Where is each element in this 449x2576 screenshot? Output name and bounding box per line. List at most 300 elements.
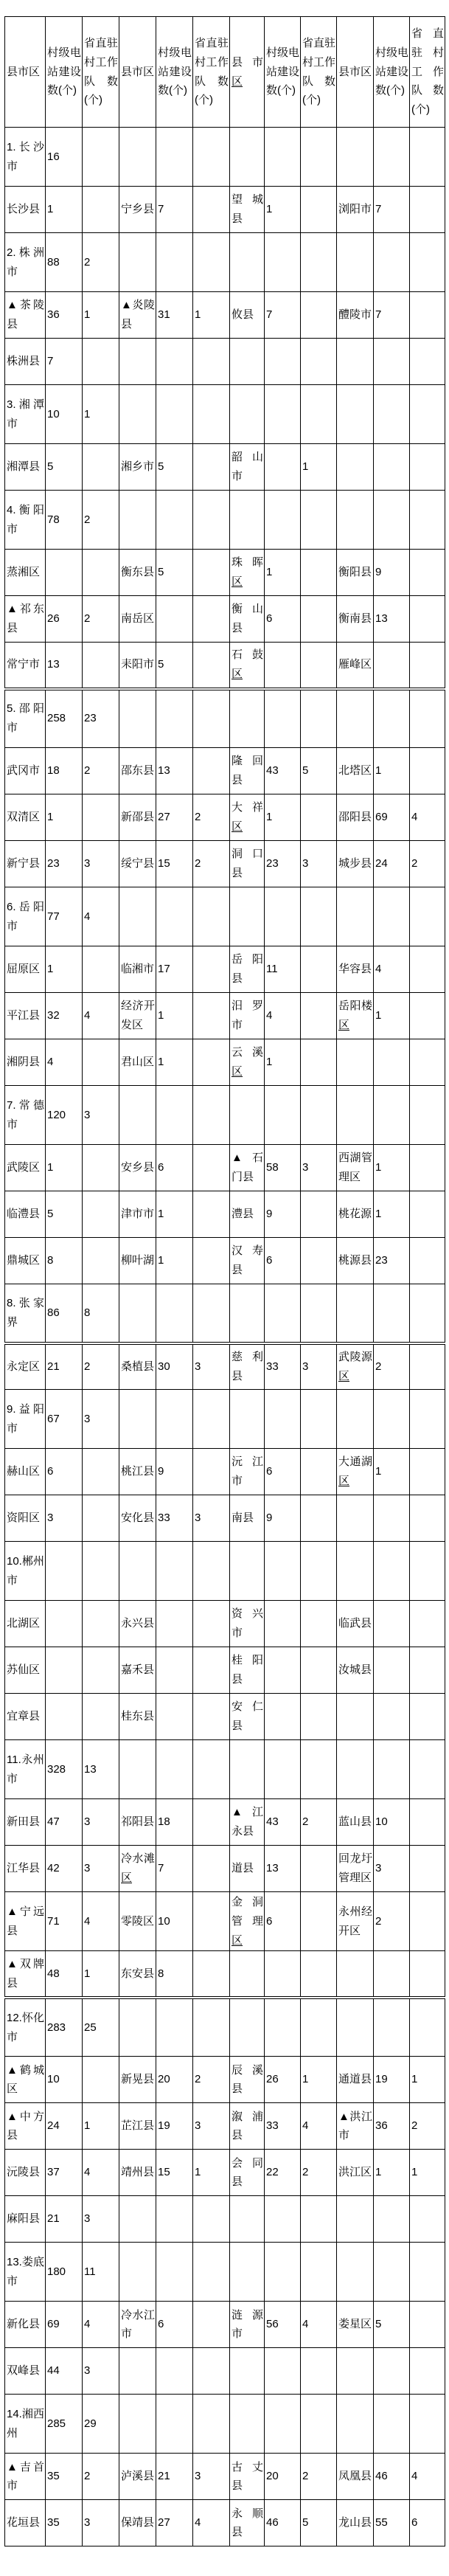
region-name-cell: 嘉禾县	[119, 1647, 156, 1694]
value-cell: 2	[83, 596, 119, 643]
value-cell	[265, 1998, 301, 2057]
value-cell	[410, 233, 445, 292]
cell-text: 金洞管理	[232, 1896, 263, 1928]
region-name-cell: 冷水江市	[119, 2302, 156, 2348]
region-name-cell: 南县	[230, 1495, 265, 1542]
city-summary-row	[5, 128, 445, 187]
county-row	[5, 2348, 445, 2395]
value-cell	[83, 339, 119, 385]
value-cell	[301, 1647, 337, 1694]
region-name-cell: 君山区	[119, 1039, 156, 1086]
value-cell	[265, 128, 301, 187]
region-name-cell: 9.益阳市	[5, 1390, 46, 1449]
value-cell: 2	[301, 2150, 337, 2196]
county-row	[5, 596, 445, 643]
value-cell	[410, 1390, 445, 1449]
region-name-cell: 永定区	[5, 1343, 46, 1390]
value-cell	[265, 1694, 301, 1740]
value-cell	[301, 2395, 337, 2454]
value-cell	[193, 1086, 230, 1145]
region-name-cell	[337, 2348, 374, 2395]
region-name-cell: 花垣县	[5, 2500, 46, 2546]
region-name-cell	[337, 491, 374, 550]
county-row	[5, 1601, 445, 1647]
value-cell: 88	[46, 233, 83, 292]
value-cell: 2	[83, 233, 119, 292]
value-cell: 3	[46, 1495, 83, 1542]
value-cell	[301, 689, 337, 748]
value-cell	[410, 1284, 445, 1343]
value-cell	[374, 1390, 410, 1449]
value-cell	[410, 946, 445, 993]
value-cell	[156, 1998, 193, 2057]
value-cell	[193, 946, 230, 993]
value-cell	[374, 1601, 410, 1647]
value-cell	[410, 2395, 445, 2454]
value-cell: 3	[301, 1343, 337, 1390]
value-cell: 1	[265, 794, 301, 841]
value-cell: 7	[46, 339, 83, 385]
value-cell	[46, 1601, 83, 1647]
header-cell	[230, 17, 265, 128]
value-cell: 4	[83, 1892, 119, 1951]
value-cell: 3	[83, 841, 119, 887]
region-name-cell	[337, 2243, 374, 2302]
value-cell: 4	[83, 2150, 119, 2196]
value-cell	[410, 993, 445, 1039]
region-name-cell	[337, 385, 374, 444]
cell-text: 云溪	[232, 1046, 263, 1059]
region-name-cell: 14.湘西州	[5, 2395, 46, 2454]
value-cell	[193, 596, 230, 643]
value-cell	[410, 491, 445, 550]
value-cell: 43	[265, 748, 301, 794]
value-cell	[156, 1086, 193, 1145]
header-cell: 省直驻村工作队数(个)	[83, 17, 119, 128]
county-row	[5, 2196, 445, 2243]
value-cell	[301, 1449, 337, 1495]
region-name-cell	[230, 128, 265, 187]
city-summary-row	[5, 1740, 445, 1799]
region-name-cell: 娄星区	[337, 2302, 374, 2348]
underlined-suffix: 区	[232, 575, 243, 588]
value-cell: 36	[374, 2103, 410, 2150]
region-name-cell	[337, 2196, 374, 2243]
region-name-cell: 苏仙区	[5, 1647, 46, 1694]
value-cell: 1	[193, 292, 230, 339]
region-name-cell: 临澧县	[5, 1191, 46, 1238]
value-cell	[265, 339, 301, 385]
region-name-cell: 麻阳县	[5, 2196, 46, 2243]
value-cell	[374, 2196, 410, 2243]
value-cell	[156, 339, 193, 385]
value-cell: 5	[156, 444, 193, 491]
value-cell: 6	[265, 1238, 301, 1284]
value-cell	[301, 1601, 337, 1647]
value-cell	[193, 1390, 230, 1449]
region-name-cell: 湘潭县	[5, 444, 46, 491]
value-cell	[301, 993, 337, 1039]
region-name-cell	[337, 1449, 374, 1495]
value-cell	[83, 1694, 119, 1740]
underlined-suffix: 区	[232, 820, 243, 833]
value-cell	[193, 887, 230, 946]
value-cell	[374, 233, 410, 292]
value-cell	[265, 689, 301, 748]
value-cell: 9	[265, 1495, 301, 1542]
region-name-cell: 道县	[230, 1846, 265, 1892]
value-cell	[374, 385, 410, 444]
value-cell: 3	[83, 2196, 119, 2243]
value-cell	[156, 2243, 193, 2302]
value-cell	[193, 1951, 230, 1998]
value-cell	[301, 339, 337, 385]
value-cell: 4	[83, 993, 119, 1039]
cell-text: 大祥	[232, 801, 263, 814]
value-cell: 33	[265, 2103, 301, 2150]
value-cell	[83, 1039, 119, 1086]
region-name-cell	[119, 689, 156, 748]
region-name-cell	[337, 1495, 374, 1542]
region-name-cell	[337, 339, 374, 385]
city-summary-row	[5, 233, 445, 292]
value-cell: 6	[46, 1449, 83, 1495]
header-cell: 村级电站建设数(个)	[46, 17, 83, 128]
region-name-cell: ▲江永县	[230, 1799, 265, 1846]
region-name-cell: 12.怀化市	[5, 1998, 46, 2057]
region-name-cell: 新宁县	[5, 841, 46, 887]
value-cell: 328	[46, 1740, 83, 1799]
value-cell: 6	[265, 596, 301, 643]
value-cell	[156, 689, 193, 748]
cell-text: 岳阳楼	[338, 1000, 372, 1013]
value-cell	[83, 1145, 119, 1191]
value-cell: 9	[265, 1191, 301, 1238]
value-cell	[193, 1191, 230, 1238]
region-name-cell: 涟源市	[230, 2302, 265, 2348]
value-cell	[83, 1238, 119, 1284]
value-cell	[156, 1601, 193, 1647]
value-cell: 6	[265, 1449, 301, 1495]
county-row	[5, 2057, 445, 2103]
value-cell: 13	[156, 748, 193, 794]
cell-text: 石鼓	[232, 648, 263, 662]
value-cell	[83, 1601, 119, 1647]
value-cell: 5	[156, 550, 193, 596]
value-cell	[156, 1542, 193, 1601]
region-name-cell: 西湖管理区	[337, 1145, 374, 1191]
value-cell: 4	[301, 2302, 337, 2348]
value-cell: 1	[83, 385, 119, 444]
value-cell: 3	[83, 2500, 119, 2546]
value-cell	[156, 1284, 193, 1343]
value-cell	[301, 292, 337, 339]
region-name-cell	[119, 128, 156, 187]
value-cell	[301, 1846, 337, 1892]
value-cell: 10	[374, 1799, 410, 1846]
region-name-cell: 临武县	[337, 1601, 374, 1647]
county-row	[5, 1846, 445, 1892]
value-cell: 1	[265, 187, 301, 233]
value-cell: 283	[46, 1998, 83, 2057]
value-cell	[46, 550, 83, 596]
value-cell	[410, 1647, 445, 1694]
region-name-cell	[230, 2348, 265, 2395]
value-cell: 5	[301, 748, 337, 794]
city-summary-row	[5, 689, 445, 748]
value-cell	[410, 1951, 445, 1998]
value-cell	[301, 1191, 337, 1238]
value-cell	[410, 2196, 445, 2243]
value-cell	[193, 2302, 230, 2348]
region-name-cell: 津市市	[119, 1191, 156, 1238]
county-row	[5, 187, 445, 233]
region-name-cell: 隆回县	[230, 748, 265, 794]
value-cell	[374, 491, 410, 550]
value-cell	[301, 2243, 337, 2302]
region-name-cell	[230, 2243, 265, 2302]
value-cell	[156, 2348, 193, 2395]
region-name-cell	[230, 2395, 265, 2454]
region-name-cell: 赫山区	[5, 1449, 46, 1495]
value-cell: 5	[156, 643, 193, 689]
region-name-cell: 汉寿县	[230, 1238, 265, 1284]
region-name-cell	[119, 491, 156, 550]
region-name-cell	[230, 1892, 265, 1951]
region-name-cell: 临湘市	[119, 946, 156, 993]
region-name-cell	[119, 2196, 156, 2243]
county-row	[5, 1647, 445, 1694]
region-name-cell: 南岳区	[119, 596, 156, 643]
value-cell	[301, 128, 337, 187]
city-summary-row	[5, 887, 445, 946]
value-cell: 8	[46, 1238, 83, 1284]
underlined-suffix: 区	[232, 668, 243, 681]
value-cell: 26	[46, 596, 83, 643]
value-cell: 9	[156, 1449, 193, 1495]
value-cell	[374, 1740, 410, 1799]
region-name-cell: 安仁县	[230, 1694, 265, 1740]
region-name-cell: 常宁市	[5, 643, 46, 689]
county-row	[5, 1238, 445, 1284]
value-cell	[265, 2395, 301, 2454]
region-name-cell: 凤凰县	[337, 2454, 374, 2500]
value-cell: 24	[46, 2103, 83, 2150]
value-cell	[265, 491, 301, 550]
value-cell	[410, 385, 445, 444]
value-cell: 1	[156, 993, 193, 1039]
value-cell	[301, 1390, 337, 1449]
value-cell: 32	[46, 993, 83, 1039]
value-cell: 4	[301, 2103, 337, 2150]
value-cell	[156, 1694, 193, 1740]
value-cell	[301, 946, 337, 993]
value-cell	[46, 1542, 83, 1601]
value-cell: 258	[46, 689, 83, 748]
region-name-cell: 雁峰区	[337, 643, 374, 689]
value-cell: 36	[46, 292, 83, 339]
region-name-cell	[119, 2348, 156, 2395]
value-cell: 4	[410, 2454, 445, 2500]
region-name-cell: 北湖区	[5, 1601, 46, 1647]
value-cell: 2	[83, 2454, 119, 2500]
value-cell	[193, 993, 230, 1039]
value-cell	[410, 1740, 445, 1799]
region-name-cell: 慈利县	[230, 1343, 265, 1390]
county-row	[5, 1495, 445, 1542]
value-cell	[410, 887, 445, 946]
value-cell: 7	[156, 1846, 193, 1892]
region-name-cell: 岳阳县	[230, 946, 265, 993]
value-cell	[193, 1039, 230, 1086]
county-row	[5, 1343, 445, 1390]
value-cell	[156, 2395, 193, 2454]
region-name-cell: 溆浦县	[230, 2103, 265, 2150]
value-cell: 1	[410, 2057, 445, 2103]
value-cell	[374, 1284, 410, 1343]
value-cell	[410, 1238, 445, 1284]
header-cell: 县市区	[119, 17, 156, 128]
county-row	[5, 1892, 445, 1951]
region-name-cell: 蓝山县	[337, 1799, 374, 1846]
value-cell: 20	[265, 2454, 301, 2500]
value-cell: 71	[46, 1892, 83, 1951]
value-cell	[374, 2348, 410, 2395]
value-cell	[410, 1542, 445, 1601]
value-cell	[374, 1998, 410, 2057]
region-name-cell	[230, 550, 265, 596]
value-cell	[193, 233, 230, 292]
value-cell	[301, 550, 337, 596]
value-cell: 2	[193, 2057, 230, 2103]
value-cell	[265, 887, 301, 946]
header-cell: 省直驻村工作队数(个)	[193, 17, 230, 128]
region-name-cell: 资阳区	[5, 1495, 46, 1542]
value-cell: 10	[156, 1892, 193, 1951]
region-name-cell	[119, 1740, 156, 1799]
value-cell	[156, 128, 193, 187]
value-cell: 26	[265, 2057, 301, 2103]
value-cell	[301, 385, 337, 444]
value-cell: 3	[83, 2348, 119, 2395]
region-name-cell: 桂阳县	[230, 1647, 265, 1694]
cell-text: 县市	[232, 55, 263, 69]
value-cell	[193, 1694, 230, 1740]
value-cell: 3	[193, 2454, 230, 2500]
county-row	[5, 2150, 445, 2196]
value-cell	[193, 1647, 230, 1694]
value-cell	[301, 233, 337, 292]
value-cell: 6	[156, 1145, 193, 1191]
region-name-cell: 1.长沙市	[5, 128, 46, 187]
county-row	[5, 1694, 445, 1740]
region-name-cell: 沅陵县	[5, 2150, 46, 2196]
region-name-cell: 衡南县	[337, 596, 374, 643]
value-cell	[374, 128, 410, 187]
value-cell: 1	[83, 2103, 119, 2150]
region-name-cell	[230, 233, 265, 292]
value-cell: 15	[156, 841, 193, 887]
region-name-cell: 绥宁县	[119, 841, 156, 887]
region-name-cell	[337, 1039, 374, 1086]
value-cell: 8	[83, 1284, 119, 1343]
value-cell	[265, 233, 301, 292]
table-body	[5, 128, 445, 2546]
value-cell	[410, 1846, 445, 1892]
value-cell: 5	[374, 2302, 410, 2348]
region-name-cell: 双峰县	[5, 2348, 46, 2395]
underlined-suffix: 区	[232, 1933, 243, 1947]
city-summary-row	[5, 491, 445, 550]
cell-text: 冷水滩	[121, 1852, 155, 1866]
county-row	[5, 748, 445, 794]
value-cell	[374, 1647, 410, 1694]
cell-text: 武陵源	[338, 1350, 372, 1363]
value-cell	[410, 1449, 445, 1495]
value-cell	[301, 1740, 337, 1799]
value-cell: 33	[265, 1343, 301, 1390]
region-name-cell: 8.张家界	[5, 1284, 46, 1343]
value-cell	[265, 1601, 301, 1647]
region-name-cell: 韶山市	[230, 444, 265, 491]
value-cell	[83, 1542, 119, 1601]
value-cell: 7	[374, 292, 410, 339]
value-cell	[374, 1542, 410, 1601]
value-cell	[193, 385, 230, 444]
region-name-cell: 北塔区	[337, 748, 374, 794]
value-cell	[410, 339, 445, 385]
value-cell	[301, 1892, 337, 1951]
city-summary-row	[5, 1542, 445, 1601]
cell-text: 大通湖	[338, 1455, 372, 1469]
region-name-cell	[337, 2395, 374, 2454]
value-cell	[374, 1495, 410, 1542]
value-cell: 19	[374, 2057, 410, 2103]
region-name-cell	[230, 887, 265, 946]
region-name-cell: ▲吉首市	[5, 2454, 46, 2500]
value-cell: 1	[46, 187, 83, 233]
value-cell: 5	[46, 1191, 83, 1238]
value-cell: 4	[265, 993, 301, 1039]
value-cell	[265, 2196, 301, 2243]
cell-text: 珠晖	[232, 556, 263, 569]
region-name-cell: 华容县	[337, 946, 374, 993]
value-cell: 3	[83, 1799, 119, 1846]
region-name-cell	[337, 1284, 374, 1343]
region-name-cell: ▲鹤城区	[5, 2057, 46, 2103]
region-name-cell: 鼎城区	[5, 1238, 46, 1284]
region-name-cell	[337, 993, 374, 1039]
value-cell: 7	[374, 187, 410, 233]
region-name-cell: 江华县	[5, 1846, 46, 1892]
value-cell	[410, 1343, 445, 1390]
value-cell	[156, 233, 193, 292]
region-name-cell	[230, 1284, 265, 1343]
value-cell	[410, 1039, 445, 1086]
value-cell	[410, 1086, 445, 1145]
region-name-cell: 衡山县	[230, 596, 265, 643]
region-name-cell	[337, 1390, 374, 1449]
value-cell	[265, 2348, 301, 2395]
value-cell	[193, 187, 230, 233]
value-cell	[410, 643, 445, 689]
value-cell	[156, 491, 193, 550]
value-cell	[83, 1647, 119, 1694]
county-row	[5, 2500, 445, 2546]
region-name-cell: 蒸湘区	[5, 550, 46, 596]
value-cell	[265, 444, 301, 491]
value-cell	[265, 1390, 301, 1449]
